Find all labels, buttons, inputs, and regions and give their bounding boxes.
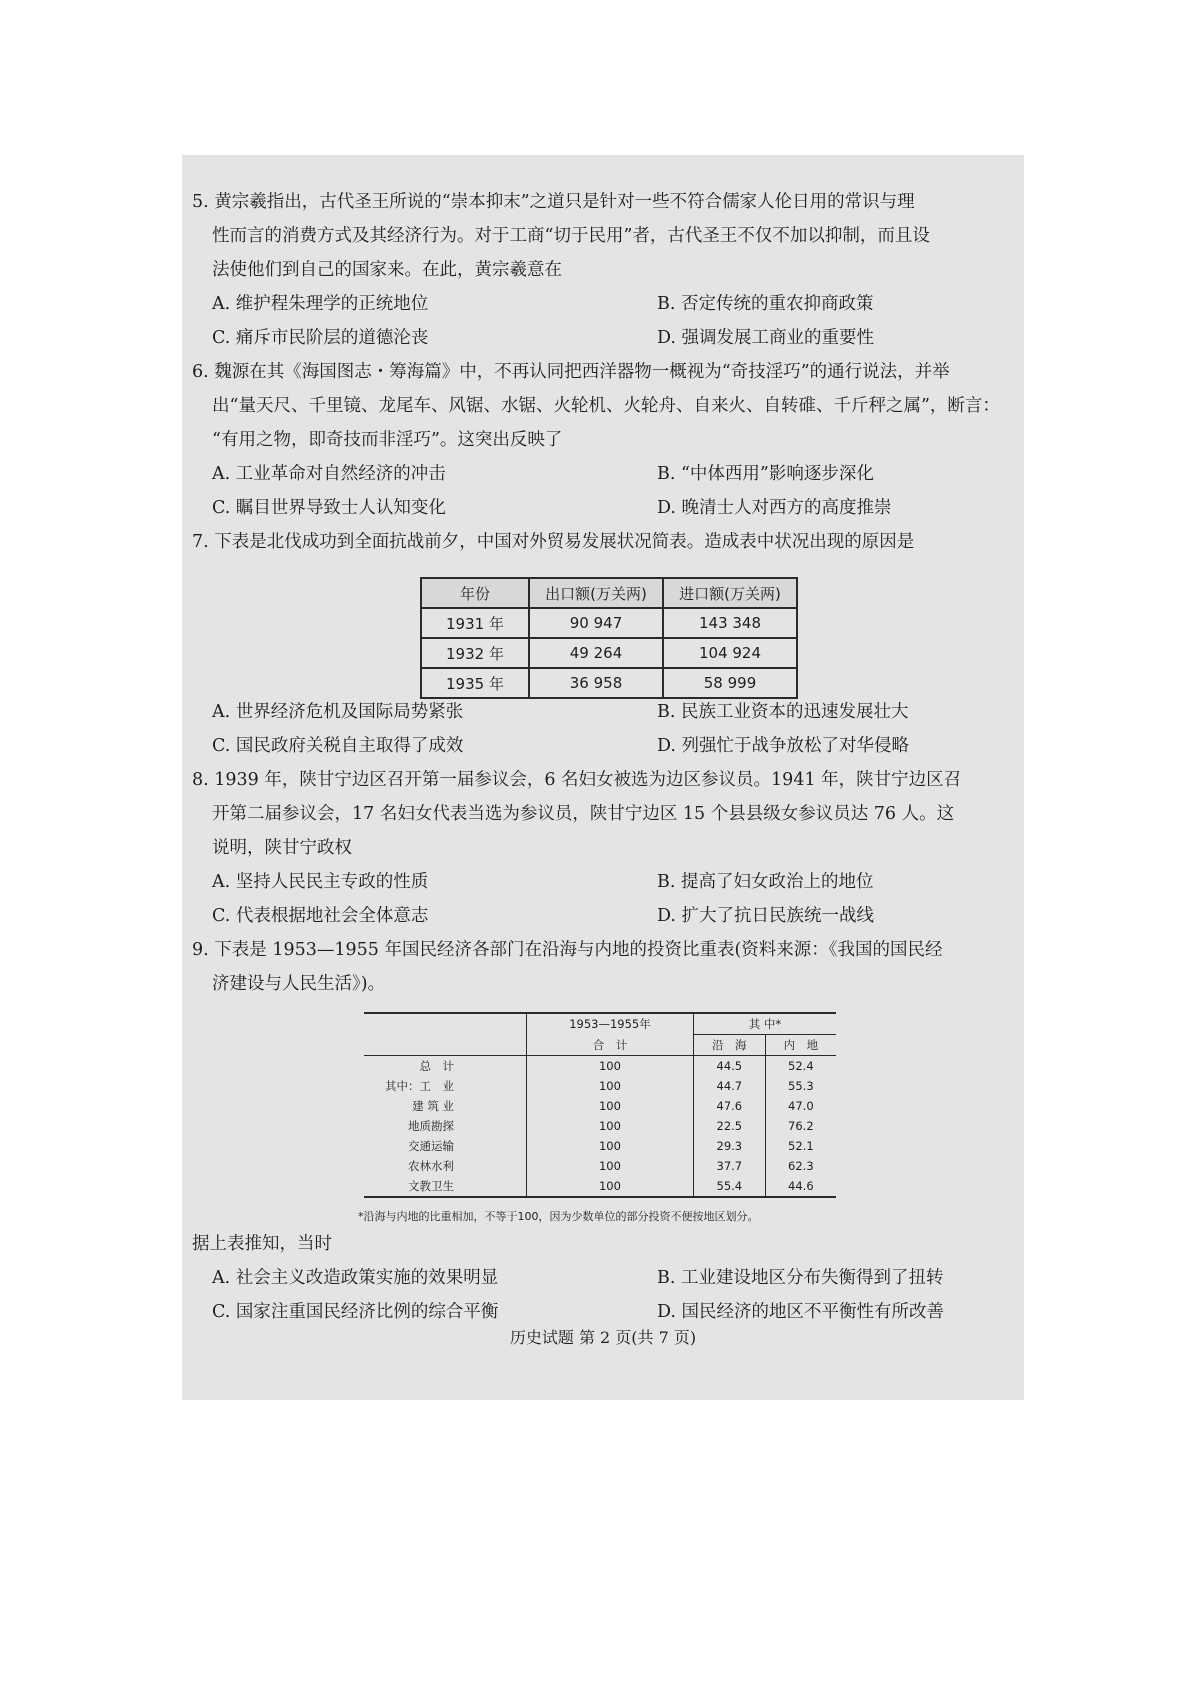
table-row — [421, 668, 797, 698]
question-8 — [192, 763, 1012, 933]
table-header: 1953—1955年 — [527, 1013, 694, 1035]
table-row — [364, 1056, 836, 1077]
question-text: 说明，陕甘宁政权 — [212, 838, 352, 858]
exam-page — [182, 155, 1024, 1400]
table-header: 进口额(万关两) — [663, 578, 797, 608]
table-row — [421, 638, 797, 668]
option-d: D. 晚清士人对西方的高度推崇 — [657, 498, 892, 518]
options-row — [192, 865, 1012, 899]
page-footer: 历史试题 第 2 页(共 7 页) — [509, 1328, 697, 1347]
question-5 — [192, 185, 1012, 355]
option-c: C. 国民政府关税自主取得了成效 — [212, 736, 464, 756]
table-header: 沿 海 — [693, 1035, 765, 1056]
table-cell: 100 — [527, 1076, 694, 1096]
question-text: 7. 下表是北伐成功到全面抗战前夕，中国对外贸易发展状况简表。造成表中状况出现的原因是 — [192, 532, 915, 552]
options-row — [192, 491, 1012, 525]
option-a: A. 社会主义改造政策实施的效果明显 — [212, 1268, 499, 1288]
table-row — [364, 1076, 836, 1096]
question-7-options — [192, 695, 1012, 763]
table-cell: 100 — [527, 1096, 694, 1116]
option-c: C. 国家注重国民经济比例的综合平衡 — [212, 1302, 499, 1322]
question-6 — [192, 355, 1012, 525]
question-text: 5. 黄宗羲指出，古代圣王所说的“崇本抑末”之道只是针对一些不符合儒家人伦日用的常识与理 — [192, 192, 915, 212]
table-cell: 55.3 — [765, 1076, 836, 1096]
trade-table — [420, 577, 798, 699]
options-row — [192, 457, 1012, 491]
question-text: 出“量天尺、千里镜、龙尾车、风锯、水锯、火轮机、火轮舟、自来火、自转碓、千斤秤之属”，断言： — [212, 396, 1000, 416]
table-header: 年份 — [421, 578, 529, 608]
options-row — [192, 287, 1012, 321]
question-text: 8. 1939 年，陕甘宁边区召开第一届参议会，6 名妇女被选为边区参议员。1941 年，陕甘宁边区召 — [192, 770, 962, 790]
table-cell: 1932 年 — [421, 638, 529, 668]
table-cell: 1935 年 — [421, 668, 529, 698]
table-cell: 55.4 — [693, 1176, 765, 1197]
options-row — [192, 695, 1012, 729]
table-row — [421, 608, 797, 638]
option-b: B. 否定传统的重农抑商政策 — [657, 294, 874, 314]
option-a: A. 世界经济危机及国际局势紧张 — [212, 702, 464, 722]
question-text: 9. 下表是 1953—1955 年国民经济各部门在沿海与内地的投资比重表(资料来源：《我国的国民经 — [192, 940, 943, 960]
options-row — [192, 1295, 1012, 1329]
question-9-options — [192, 1227, 1012, 1329]
option-c: C. 痛斥市民阶层的道德沦丧 — [212, 328, 429, 348]
table-cell: 44.5 — [693, 1056, 765, 1077]
option-d: D. 强调发展工商业的重要性 — [657, 328, 875, 348]
table-cell: 37.7 — [693, 1156, 765, 1176]
options-row — [192, 321, 1012, 355]
option-b: B. 民族工业资本的迅速发展壮大 — [657, 702, 909, 722]
question-text: 性而言的消费方式及其经济行为。对于工商“切于民用”者，古代圣王不仅不加以抑制，而且设 — [212, 226, 930, 246]
option-d: D. 扩大了抗日民族统一战线 — [657, 906, 875, 926]
table-header-row — [421, 578, 797, 608]
table-row — [364, 1176, 836, 1197]
option-a: A. 维护程朱理学的正统地位 — [212, 294, 429, 314]
table-footnote: *沿海与内地的比重相加，不等于100，因为少数单位的部分投资不便按地区划分。 — [358, 1210, 759, 1223]
question-text: 据上表推知，当时 — [192, 1234, 332, 1254]
table-cell: 76.2 — [765, 1116, 836, 1136]
table-cell: 100 — [527, 1116, 694, 1136]
table-header: 内 地 — [765, 1035, 836, 1056]
table-row — [364, 1136, 836, 1156]
row-label: 农林水利 — [408, 1159, 454, 1173]
row-label: 文教卫生 — [364, 1176, 527, 1197]
table-cell: 100 — [527, 1056, 694, 1077]
table-header: 出口额(万关两) — [529, 578, 663, 608]
table-cell: 100 — [527, 1156, 694, 1176]
table-cell: 47.0 — [765, 1096, 836, 1116]
question-text: “有用之物，即奇技而非淫巧”。这突出反映了 — [212, 430, 563, 450]
table-header: 合 计 — [527, 1035, 694, 1056]
table-header-row — [364, 1013, 836, 1035]
option-c: C. 代表根据地社会全体意志 — [212, 906, 429, 926]
option-a: A. 坚持人民民主专政的性质 — [212, 872, 429, 892]
row-label: 建 筑 业 — [412, 1099, 454, 1113]
option-d: D. 列强忙于战争放松了对华侵略 — [657, 736, 910, 756]
row-label: 地质勘探 — [408, 1119, 454, 1133]
table-cell: 90 947 — [529, 608, 663, 638]
option-b: B. 提高了妇女政治上的地位 — [657, 872, 874, 892]
question-text: 6. 魏源在其《海国图志・筹海篇》中，不再认同把西洋器物一概视为“奇技淫巧”的通行说法，并举 — [192, 362, 950, 382]
row-label: 其中：工 业 — [385, 1079, 454, 1093]
investment-table — [364, 1012, 836, 1198]
table-cell: 100 — [527, 1136, 694, 1156]
table-header: 其 中* — [693, 1013, 836, 1035]
options-row — [192, 1261, 1012, 1295]
question-text: 开第二届参议会，17 名妇女代表当选为参议员，陕甘宁边区 15 个县县级女参议员达 76 人。这 — [212, 804, 955, 824]
question-text: 济建设与人民生活》)。 — [212, 974, 386, 994]
table-cell: 1931 年 — [421, 608, 529, 638]
option-b: B. “中体西用”影响逐步深化 — [657, 464, 874, 484]
options-row — [192, 899, 1012, 933]
table-cell: 47.6 — [693, 1096, 765, 1116]
row-label: 总 计 — [419, 1059, 454, 1073]
table-cell: 36 958 — [529, 668, 663, 698]
table-row — [364, 1156, 836, 1176]
option-a: A. 工业革命对自然经济的冲击 — [212, 464, 446, 484]
question-text: 法使他们到自己的国家来。在此，黄宗羲意在 — [212, 260, 562, 280]
table-cell: 49 264 — [529, 638, 663, 668]
question-7 — [192, 525, 1012, 559]
table-cell: 22.5 — [693, 1116, 765, 1136]
row-label: 交通运输 — [408, 1139, 454, 1153]
table-cell: 62.3 — [765, 1156, 836, 1176]
table-cell: 44.6 — [765, 1176, 836, 1197]
table-cell: 58 999 — [663, 668, 797, 698]
options-row — [192, 729, 1012, 763]
table-row — [364, 1116, 836, 1136]
table-cell: 100 — [527, 1176, 694, 1197]
question-9 — [192, 933, 1012, 1001]
table-cell: 44.7 — [693, 1076, 765, 1096]
table-cell: 143 348 — [663, 608, 797, 638]
table-row — [364, 1096, 836, 1116]
option-b: B. 工业建设地区分布失衡得到了扭转 — [657, 1268, 944, 1288]
option-d: D. 国民经济的地区不平衡性有所改善 — [657, 1302, 945, 1322]
table-header-row — [364, 1035, 836, 1056]
table-cell: 29.3 — [693, 1136, 765, 1156]
table-cell: 104 924 — [663, 638, 797, 668]
option-c: C. 瞩目世界导致士人认知变化 — [212, 498, 446, 518]
table-cell: 52.4 — [765, 1056, 836, 1077]
table-cell: 52.1 — [765, 1136, 836, 1156]
